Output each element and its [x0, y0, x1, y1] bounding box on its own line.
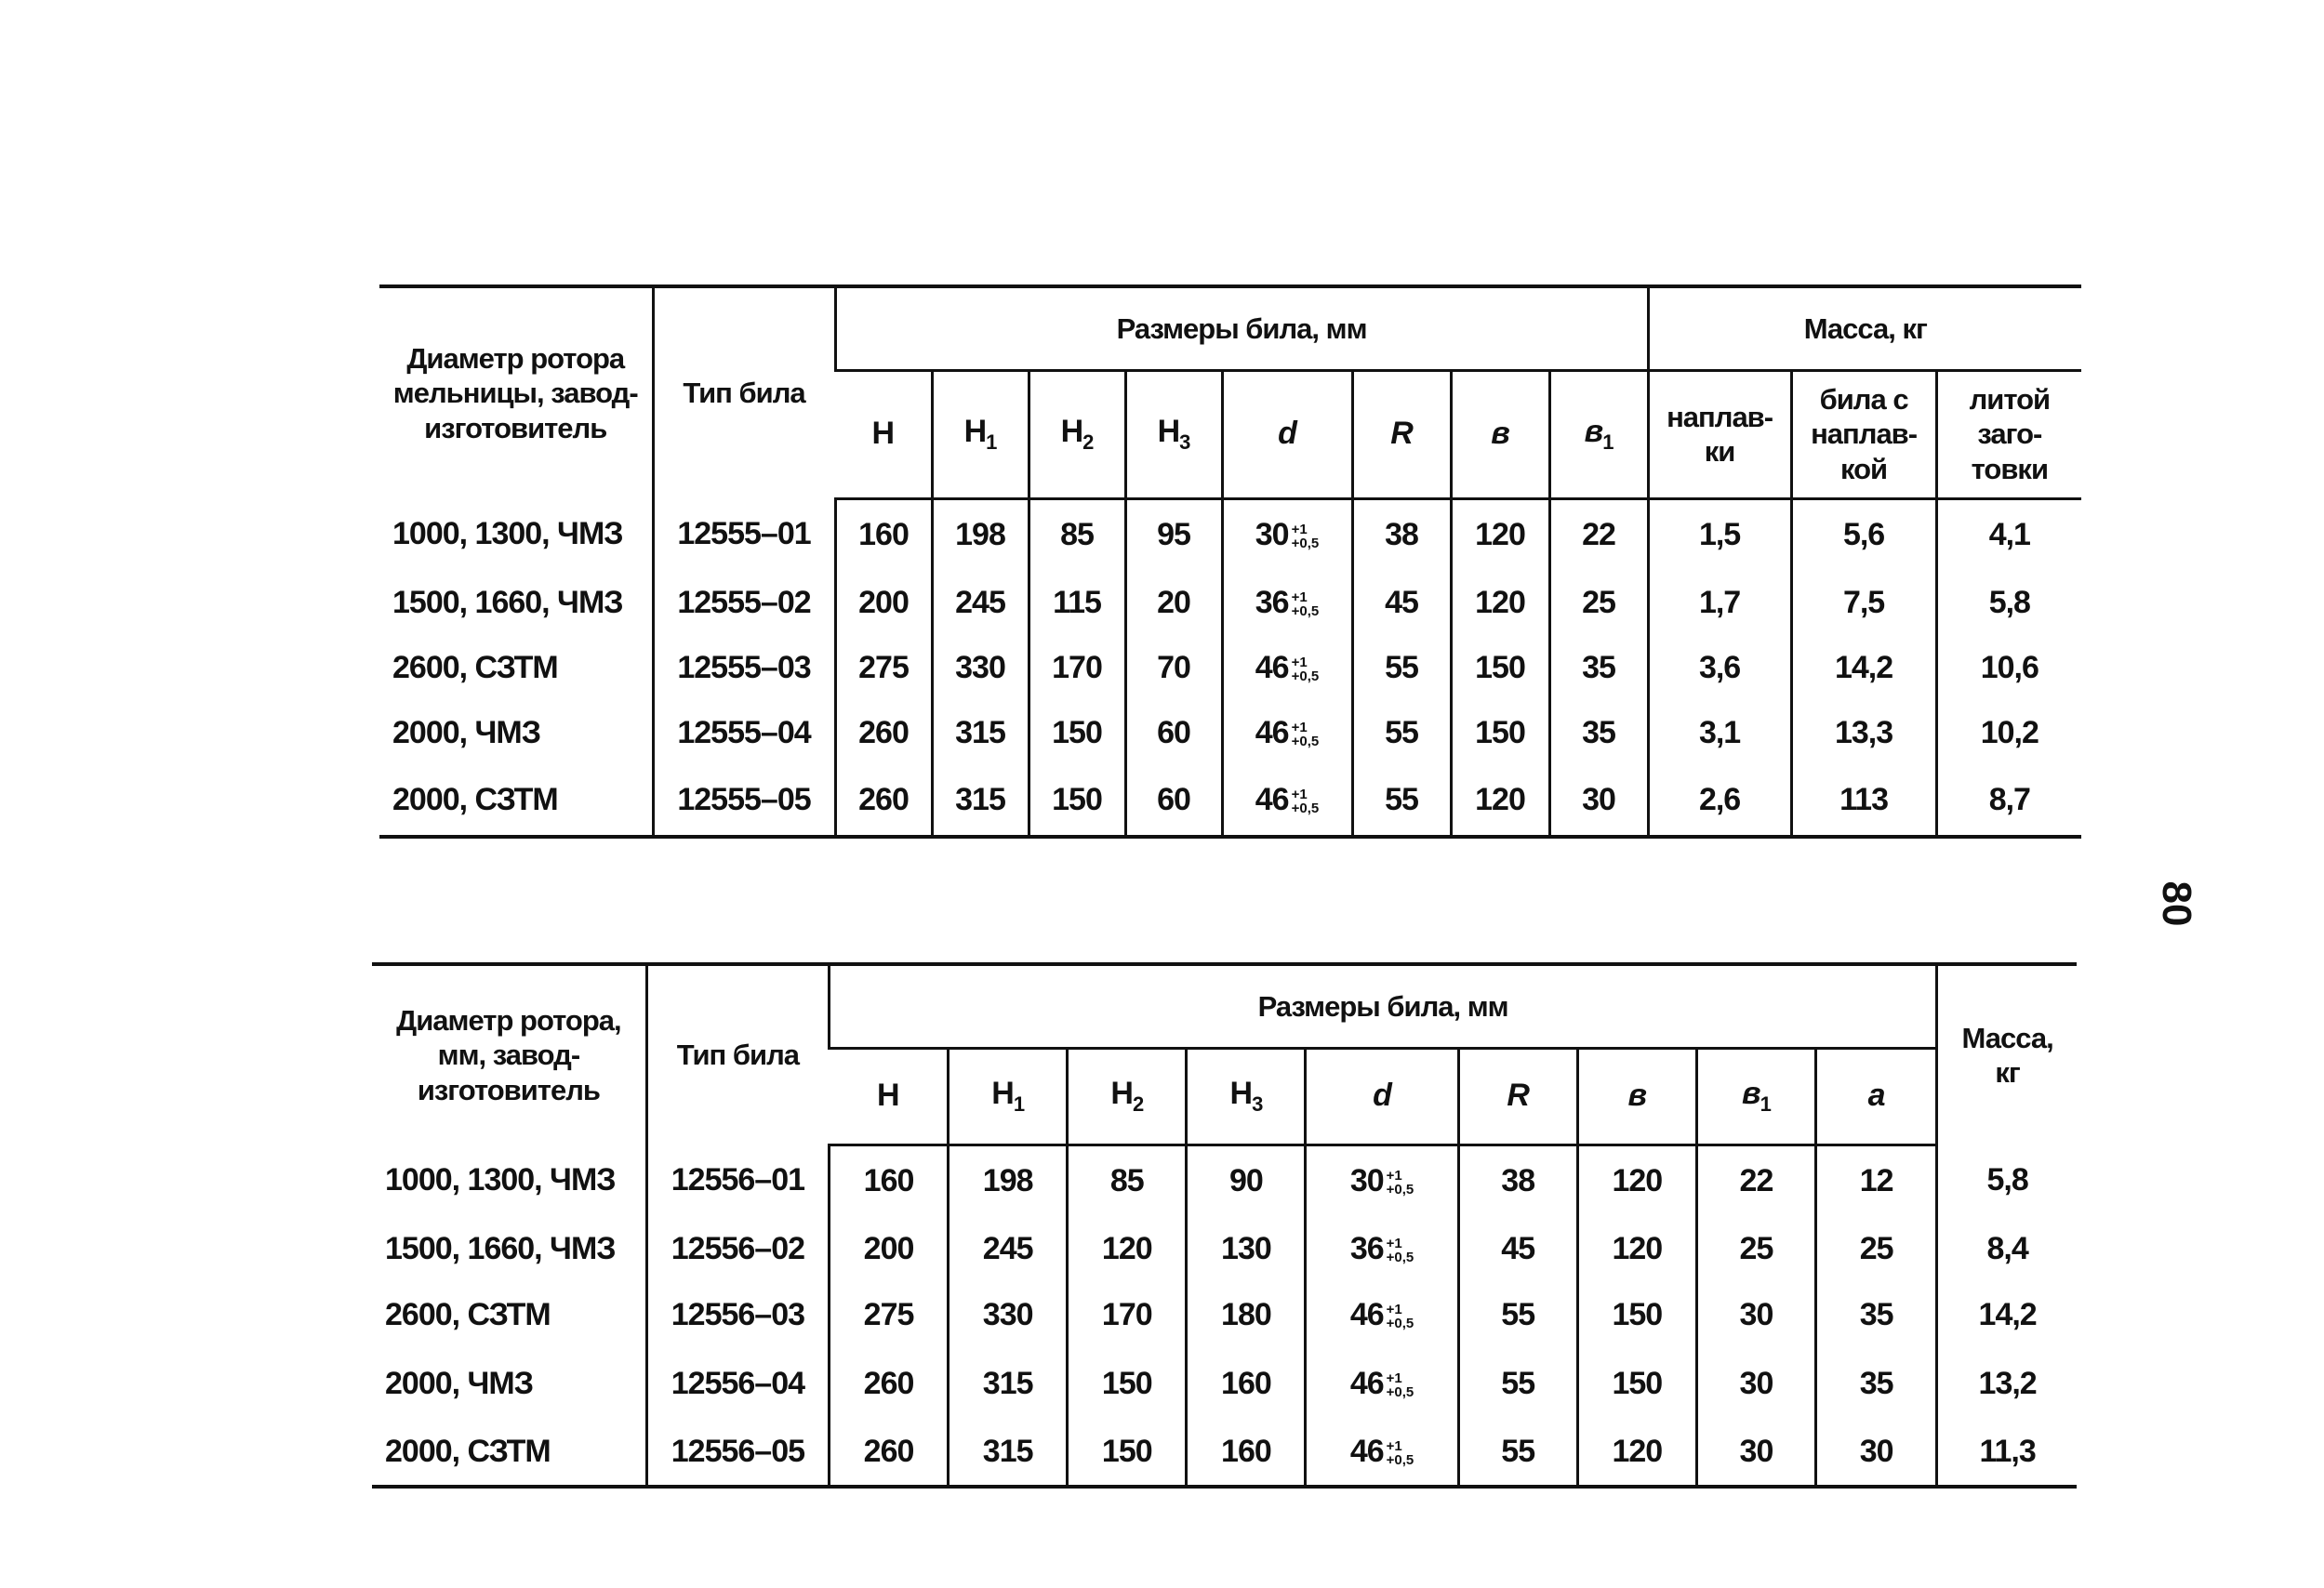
- cell-mass: 5,6: [1791, 498, 1936, 571]
- cell-dim-d: [1222, 766, 1352, 837]
- header-beater-sizes: Размеры била, мм: [835, 286, 1648, 370]
- cell-beater-type: 12555–03: [653, 636, 835, 701]
- cell-dim: 120: [1451, 766, 1549, 837]
- cell-beater-type: 12556–01: [646, 1145, 829, 1217]
- tolerance: +1 +0,5: [1291, 522, 1320, 552]
- d-value: 30: [1349, 1163, 1384, 1199]
- cell-dim: 55: [1458, 1349, 1577, 1420]
- cell-rotor-diameter: 1000, 1300, ЧМЗ: [392, 516, 623, 552]
- cell-dim: 200: [835, 571, 932, 636]
- cell-dim: 150: [1577, 1349, 1696, 1420]
- header-rotor-diameter: Диаметр ротора мельницы, завод-изготовитель: [392, 342, 638, 444]
- cell-dim: 150: [1451, 636, 1549, 701]
- cell-rotor-diameter: 1500, 1660, ЧМЗ: [385, 1231, 616, 1267]
- header-mass-overlay: наплав-ки: [1648, 370, 1791, 498]
- cell-dim: 120: [1451, 571, 1549, 636]
- table-row: [379, 766, 2081, 837]
- cell-dim: 170: [1068, 1282, 1187, 1349]
- cell-dim-d: [1306, 1420, 1458, 1487]
- d-value: 46: [1349, 1297, 1384, 1333]
- header-mass: Масса, кг: [1648, 286, 2081, 370]
- page-number: 80: [2154, 880, 2199, 927]
- cell-dim-d: [1306, 1145, 1458, 1217]
- cell-dim: 150: [1029, 766, 1125, 837]
- tolerance: +1 +0,5: [1291, 655, 1320, 685]
- header-dim-в: в: [1577, 1048, 1696, 1145]
- table-row: [372, 1145, 2077, 1217]
- table-row: [379, 701, 2081, 766]
- cell-dim: 150: [1029, 701, 1125, 766]
- cell-mass: 7,5: [1791, 571, 1936, 636]
- header-dim-H2: $H_2$: [1029, 370, 1125, 498]
- cell-dim: 38: [1458, 1145, 1577, 1217]
- cell-dim: 160: [835, 498, 932, 571]
- cell-mass: 1,5: [1648, 498, 1791, 571]
- cell-dim: 315: [949, 1420, 1068, 1487]
- header-dim-H3: $H_3$: [1125, 370, 1222, 498]
- cell-dim-d: [1222, 571, 1352, 636]
- header-dim-d: d: [1306, 1048, 1458, 1145]
- cell-dim: 35: [1549, 636, 1648, 701]
- cell-dim-d: [1222, 636, 1352, 701]
- cell-beater-type: 12555–04: [653, 701, 835, 766]
- header-dim-H1: $H_1$: [932, 370, 1029, 498]
- tolerance: +1 +0,5: [1386, 1370, 1414, 1401]
- header-dim-в1: $в_1$: [1549, 370, 1648, 498]
- cell-rotor-diameter: 2600, СЗТМ: [392, 650, 558, 686]
- spec-table-12556: [372, 962, 2077, 1489]
- table-row: [372, 1349, 2077, 1420]
- tolerance: +1 +0,5: [1386, 1438, 1414, 1469]
- cell-dim: 55: [1352, 636, 1451, 701]
- cell-dim: 330: [949, 1282, 1068, 1349]
- d-value: 36: [1255, 585, 1289, 621]
- table-row: [379, 636, 2081, 701]
- header-dim-а: а: [1816, 1048, 1937, 1145]
- cell-dim: 120: [1068, 1217, 1187, 1282]
- cell-dim: 45: [1352, 571, 1451, 636]
- cell-dim: 170: [1029, 636, 1125, 701]
- cell-mass: 14,2: [1791, 636, 1936, 701]
- d-value: 46: [1255, 782, 1289, 818]
- cell-dim: 120: [1577, 1145, 1696, 1217]
- cell-beater-type: 12555–02: [653, 571, 835, 636]
- cell-dim: 85: [1068, 1145, 1187, 1217]
- header-dim-H: H: [835, 370, 932, 498]
- cell-mass: 1,7: [1648, 571, 1791, 636]
- header-dim-H: H: [829, 1048, 948, 1145]
- cell-mass: 8,7: [1936, 766, 2081, 837]
- d-value: 46: [1349, 1434, 1384, 1470]
- tolerance: +1 +0,5: [1386, 1302, 1414, 1332]
- tolerance: +1 +0,5: [1386, 1236, 1414, 1266]
- cell-dim-d: [1306, 1282, 1458, 1349]
- cell-dim: 130: [1187, 1217, 1306, 1282]
- cell-dim: 150: [1577, 1282, 1696, 1349]
- header-dim-d: d: [1222, 370, 1352, 498]
- cell-dim: 38: [1352, 498, 1451, 571]
- d-value: 30: [1255, 517, 1289, 553]
- table-row: [372, 1282, 2077, 1349]
- header-mass-cast-blank: литой заго-товки: [1936, 370, 2081, 498]
- cell-dim: 25: [1549, 571, 1648, 636]
- d-value: 36: [1349, 1231, 1384, 1267]
- cell-beater-type: 12556–04: [646, 1349, 829, 1420]
- cell-dim: 85: [1029, 498, 1125, 571]
- header-dim-R: R: [1458, 1048, 1577, 1145]
- cell-dim: 95: [1125, 498, 1222, 571]
- cell-dim: 160: [1187, 1349, 1306, 1420]
- cell-dim: 60: [1125, 701, 1222, 766]
- cell-dim: 260: [829, 1420, 948, 1487]
- cell-dim: 150: [1068, 1420, 1187, 1487]
- header-beater-type: Тип била: [653, 286, 835, 498]
- cell-mass: 10,2: [1936, 701, 2081, 766]
- cell-dim: 55: [1352, 766, 1451, 837]
- tolerance: +1 +0,5: [1291, 589, 1320, 620]
- cell-rotor-diameter: 2000, ЧМЗ: [392, 715, 541, 751]
- cell-beater-type: 12556–05: [646, 1420, 829, 1487]
- cell-beater-type: 12556–03: [646, 1282, 829, 1349]
- cell-dim: 120: [1451, 498, 1549, 571]
- cell-dim: 60: [1125, 766, 1222, 837]
- cell-beater-type: 12555–05: [653, 766, 835, 837]
- cell-rotor-diameter: 1000, 1300, ЧМЗ: [385, 1162, 616, 1198]
- cell-dim: 260: [835, 766, 932, 837]
- cell-dim: 55: [1458, 1420, 1577, 1487]
- cell-dim: 275: [829, 1282, 948, 1349]
- tolerance: +1 +0,5: [1291, 720, 1320, 750]
- tolerance: +1 +0,5: [1386, 1168, 1414, 1198]
- cell-rotor-diameter: 1500, 1660, ЧМЗ: [392, 585, 623, 621]
- header-mass-beater-with-overlay: била с наплав-кой: [1791, 370, 1936, 498]
- cell-dim: 150: [1451, 701, 1549, 766]
- cell-dim: 25: [1696, 1217, 1815, 1282]
- cell-dim: 35: [1816, 1349, 1937, 1420]
- cell-dim: 55: [1352, 701, 1451, 766]
- cell-dim: 25: [1816, 1217, 1937, 1282]
- tolerance: +1 +0,5: [1291, 787, 1320, 817]
- cell-dim: 30: [1549, 766, 1648, 837]
- cell-dim-d: [1306, 1217, 1458, 1282]
- header-dim-H3: $H_3$: [1187, 1048, 1306, 1145]
- cell-dim: 20: [1125, 571, 1222, 636]
- cell-dim: 245: [949, 1217, 1068, 1282]
- cell-dim: 200: [829, 1217, 948, 1282]
- cell-mass: 14,2: [1937, 1282, 2077, 1349]
- cell-dim: 45: [1458, 1217, 1577, 1282]
- header-mass: Масса, кг: [1937, 964, 2077, 1145]
- cell-mass: 2,6: [1648, 766, 1791, 837]
- cell-dim: 30: [1816, 1420, 1937, 1487]
- d-value: 46: [1349, 1366, 1384, 1402]
- cell-mass: 113: [1791, 766, 1936, 837]
- spec-table-12555: [379, 285, 2081, 839]
- cell-dim: 160: [829, 1145, 948, 1217]
- cell-dim: 35: [1816, 1282, 1937, 1349]
- cell-dim: 30: [1696, 1420, 1815, 1487]
- cell-mass: 13,3: [1791, 701, 1936, 766]
- table-row: [372, 1420, 2077, 1487]
- cell-beater-type: 12556–02: [646, 1217, 829, 1282]
- header-dim-в: в: [1451, 370, 1549, 498]
- cell-beater-type: 12555–01: [653, 498, 835, 571]
- cell-dim: 120: [1577, 1217, 1696, 1282]
- cell-mass: 10,6: [1936, 636, 2081, 701]
- cell-mass: 13,2: [1937, 1349, 2077, 1420]
- cell-dim-d: [1222, 701, 1352, 766]
- cell-dim: 180: [1187, 1282, 1306, 1349]
- cell-rotor-diameter: 2000, ЧМЗ: [385, 1366, 534, 1402]
- cell-dim: 12: [1816, 1145, 1937, 1217]
- cell-dim: 120: [1577, 1420, 1696, 1487]
- header-dim-в1: $в_1$: [1696, 1048, 1815, 1145]
- header-dim-H2: $H_2$: [1068, 1048, 1187, 1145]
- d-value: 46: [1255, 715, 1289, 751]
- cell-dim: 315: [932, 766, 1029, 837]
- cell-dim: 315: [932, 701, 1029, 766]
- cell-mass: 5,8: [1937, 1145, 2077, 1217]
- cell-dim: 90: [1187, 1145, 1306, 1217]
- cell-mass: 11,3: [1937, 1420, 2077, 1487]
- cell-dim-d: [1222, 498, 1352, 571]
- cell-dim: 70: [1125, 636, 1222, 701]
- cell-mass: 3,1: [1648, 701, 1791, 766]
- cell-dim: 22: [1549, 498, 1648, 571]
- header-beater-type: Тип била: [646, 964, 829, 1145]
- cell-dim: 275: [835, 636, 932, 701]
- cell-dim: 30: [1696, 1282, 1815, 1349]
- header-beater-sizes: Размеры била, мм: [829, 964, 1936, 1048]
- cell-mass: 8,4: [1937, 1217, 2077, 1282]
- cell-dim: 55: [1458, 1282, 1577, 1349]
- cell-dim: 115: [1029, 571, 1125, 636]
- d-value: 46: [1255, 650, 1289, 686]
- cell-rotor-diameter: 2600, СЗТМ: [385, 1297, 551, 1333]
- cell-dim: 35: [1549, 701, 1648, 766]
- cell-dim: 315: [949, 1349, 1068, 1420]
- cell-dim: 30: [1696, 1349, 1815, 1420]
- table-row: [379, 571, 2081, 636]
- header-rotor-diameter: Диаметр ротора, мм, завод-изготовитель: [396, 1004, 621, 1106]
- cell-dim: 260: [835, 701, 932, 766]
- header-dim-H1: $H_1$: [949, 1048, 1068, 1145]
- cell-dim: 198: [949, 1145, 1068, 1217]
- header-dim-R: R: [1352, 370, 1451, 498]
- table-row: [379, 498, 2081, 571]
- cell-dim-d: [1306, 1349, 1458, 1420]
- cell-dim: 260: [829, 1349, 948, 1420]
- cell-mass: 3,6: [1648, 636, 1791, 701]
- cell-mass: 4,1: [1936, 498, 2081, 571]
- cell-rotor-diameter: 2000, СЗТМ: [385, 1434, 551, 1470]
- cell-rotor-diameter: 2000, СЗТМ: [392, 782, 558, 818]
- cell-mass: 5,8: [1936, 571, 2081, 636]
- cell-dim: 22: [1696, 1145, 1815, 1217]
- cell-dim: 245: [932, 571, 1029, 636]
- cell-dim: 150: [1068, 1349, 1187, 1420]
- cell-dim: 160: [1187, 1420, 1306, 1487]
- table-row: [372, 1217, 2077, 1282]
- cell-dim: 330: [932, 636, 1029, 701]
- cell-dim: 198: [932, 498, 1029, 571]
